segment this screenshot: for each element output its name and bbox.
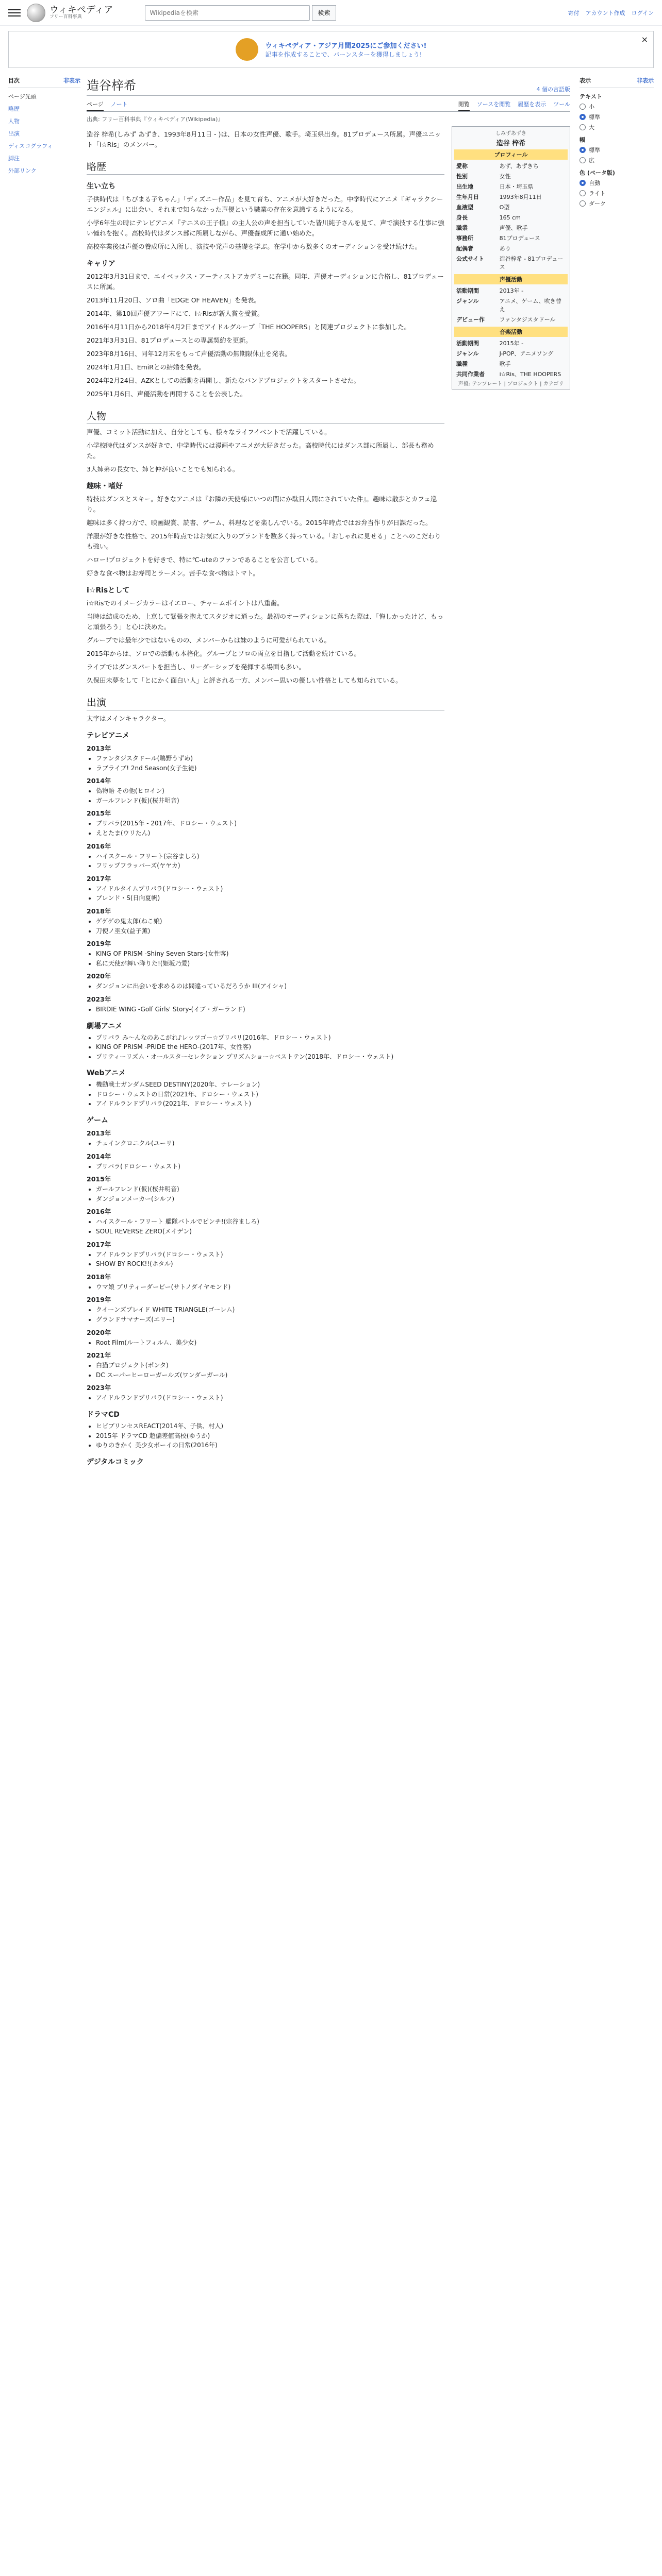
list-item: • 機動戦士ガンダムSEED DESTINY(2020年、ナレーション) (96, 1080, 444, 1090)
site-name: ウィキペディア (49, 4, 113, 15)
banner-line-2[interactable]: 記事を作成することで、バーンスターを獲得しましょう! (265, 51, 422, 58)
toc-item-works[interactable]: 出演 (8, 130, 20, 137)
year-heading: 2015年 (87, 1175, 111, 1183)
paragraph: 2024年2月24日、AZKとしての活動を再開し、新たなバンドプロジェクトをスタートさせた。 (87, 377, 360, 384)
year-heading: 2016年 (87, 1208, 111, 1216)
infobox-key: デビュー作 (456, 316, 485, 323)
game-list (87, 1128, 444, 1403)
paragraph: 3人姉弟の長女で、姉と仲が良いことでも知られる。 (87, 465, 239, 473)
toc-item-bio[interactable]: 略歴 (8, 106, 20, 112)
paragraph: 子供時代は「ちびまる子ちゃん」「ディズニー作品」を見て育ち、アニメが大好きだった。中学時代にアニメ『ギャラクシーエンジェル』に出会い、それまで知らなかった声優という職業の存在を意識するようになる。 (87, 195, 443, 213)
tab-tools[interactable]: ツール (553, 101, 570, 108)
hobby-paragraphs (87, 494, 444, 579)
list-item: • ファンタジスタドール(鵜野うずめ) (96, 754, 444, 764)
infobox-value: 2015年 - (499, 340, 524, 347)
toc-item-external-links[interactable]: 外部リンク (8, 167, 37, 174)
list-item: • ヒビプリンセスREACT(2014年、子供、村人) (96, 1421, 444, 1431)
list-item: • ゲゲゲの鬼太郎(ねこ娘) (96, 917, 444, 926)
paragraph: 趣味は多く持つ方で、映画観賞、読書、ゲーム、料理などを楽しんでいる。2015年時点ではお弁当作りが日課だった。 (87, 519, 432, 527)
year-heading: 2019年 (87, 1296, 111, 1304)
web-list (87, 1080, 444, 1109)
person-paragraphs (87, 427, 444, 474)
infobox-value: 81プロデュース (499, 235, 540, 242)
page-tabs (87, 98, 570, 112)
text-size-standard[interactable]: 標準 (580, 113, 654, 121)
search-input[interactable] (145, 5, 310, 21)
year-heading: 2021年 (87, 1351, 111, 1360)
paragraph: ハロー!プロジェクトを好きで、特に℃-uteのファンであることを公言している。 (87, 556, 322, 564)
infobox-music-head: 音楽活動 (454, 327, 568, 337)
year-heading: 2015年 (87, 809, 111, 818)
birth-paragraphs (87, 194, 444, 252)
infobox-footer[interactable]: 声優: テンプレート | プロジェクト | カテゴリ (458, 381, 564, 387)
appearance-title: 表示 (580, 77, 591, 84)
list-item: • ラブライブ! 2nd Season(女子生徒) (96, 764, 444, 773)
year-heading: 2017年 (87, 874, 111, 883)
toc-item-top[interactable]: ページ先頭 (8, 93, 37, 100)
subsection-heading-game: ゲーム (87, 1116, 108, 1125)
list-item: • アイドルランドプリパラ(ドロシー・ウェスト) (96, 1393, 444, 1403)
infobox-key: 血液型 (456, 204, 473, 211)
infobox-row (454, 348, 568, 359)
tab-talk[interactable]: ノート (110, 101, 128, 108)
list-item: • 偽物語 その他(ヒロイン) (96, 786, 444, 796)
infobox-row (454, 192, 568, 202)
paragraph: 声優、コミット活動に加え、自分としても、様々なライフイベントで活躍している。 (87, 428, 331, 436)
paragraph: ライブではダンスパートを担当し、リーダーシップを発揮する場面も多い。 (87, 663, 305, 671)
list-item: • ウマ娘 プリティーダービー(サトノダイヤモンド) (96, 1282, 444, 1292)
width-label: 幅 (580, 137, 585, 143)
section-heading-works: 出演 (87, 695, 444, 710)
infobox-row (454, 181, 568, 192)
list-item: • アイドルタイムプリパラ(ドロシー・ウェスト) (96, 884, 444, 894)
infobox-key: 出生地 (456, 183, 473, 190)
tab-read[interactable]: 閲覧 (458, 98, 470, 111)
drama-list (87, 1421, 444, 1450)
paragraph: 久保田未夢をして「とにかく面白い人」と評される一方、メンバー思いの優しい性格としても知られている。 (87, 676, 402, 684)
paragraph: 2024年1月1日、EmiRとの結婚を発表。 (87, 363, 205, 371)
infobox (452, 126, 570, 389)
infobox-name-kana: しみずあずき (495, 131, 526, 137)
infobox-row (454, 212, 568, 223)
list-item: • ダンジョンに出会いを求めるのは間違っているだろうか III(アイシャ) (96, 981, 444, 991)
paragraph: グループでは最年少ではないものの、メンバーからは妹のように可愛がられている。 (87, 636, 331, 644)
site-header (0, 0, 662, 26)
infobox-value: 歌手 (499, 361, 511, 367)
infobox-value: 1993年8月11日 (499, 194, 542, 200)
works-note: 太字はメインキャラクター。 (87, 715, 170, 722)
infobox-value: i☆Ris、THE HOOPERS (499, 371, 561, 378)
list-item: • BIRDIE WING -Golf Girls' Story-(イブ・ガーランド) (96, 1005, 444, 1014)
infobox-key: 職業 (456, 225, 468, 231)
page-title: 造谷梓希 (87, 78, 136, 93)
list-item: • 2015年 ドラマCD 超偏差値高校(ゆうか) (96, 1431, 444, 1441)
infobox-key: 職種 (456, 361, 468, 367)
infobox-row (454, 253, 568, 272)
color-dark[interactable]: ダーク (580, 199, 654, 208)
paragraph: 2015年からは、ソロでの活動も本格化。グループとソロの両立を目指して活動を続けている。 (87, 650, 360, 657)
toc-item-discography[interactable]: ディスコグラフィ (8, 143, 53, 149)
list-item: • KING OF PRISM -PRIDE the HERO-(2017年、女性客) (96, 1042, 444, 1052)
infobox-value: J-POP、アニメソング (499, 350, 554, 357)
close-icon[interactable]: × (641, 35, 648, 44)
subsection-heading-career: キャリア (87, 260, 115, 268)
year-heading: 2018年 (87, 1273, 111, 1281)
article-body (87, 126, 444, 1469)
subsection-heading-iris: i☆Risとして (87, 586, 130, 595)
infobox-row (454, 338, 568, 348)
color-light[interactable]: ライト (580, 189, 654, 197)
subsection-heading-tv: テレビアニメ (87, 732, 130, 740)
list-item: • 白猫プロジェクト(ポンタ) (96, 1361, 444, 1370)
site-logo[interactable] (27, 4, 113, 22)
year-heading: 2020年 (87, 1328, 111, 1336)
lead-paragraph: 造谷 梓希(しみず あずき、1993年8月11日 - )は、日本の女性声優、歌手。埼玉県出身。81プロデュース所属。声優ユニット「i☆Ris」のメンバー。 (87, 130, 441, 148)
infobox-value: あず、あずきち (499, 163, 539, 170)
appearance-panel (576, 73, 654, 1469)
infobox-voice-table (454, 285, 568, 325)
color-label: 色 (ベータ版) (580, 170, 615, 176)
paragraph: 特技はダンスとスキー。好きなアニメは『お隣の天使様にいつの間にか駄目人間にされていた件』。趣味は散歩とカフェ巡り。 (87, 495, 437, 513)
infobox-value: O型 (499, 204, 510, 211)
infobox-key: 共同作業者 (456, 371, 485, 378)
year-heading: 2018年 (87, 907, 111, 915)
list-item: • プリパラ(2015年 - 2017年、ドロシー・ウェスト) (96, 819, 444, 828)
infobox-profile-table (454, 161, 568, 272)
campaign-banner (8, 31, 654, 68)
text-size-small[interactable]: 小 (580, 103, 654, 111)
infobox-value: 日本・埼玉県 (499, 183, 534, 190)
paragraph: 2023年8月16日、同年12月末をもって声優活動の無期限休止を発表。 (87, 350, 291, 358)
paragraph: 2025年1月6日、声優活動を再開することを公表した。 (87, 390, 247, 398)
list-item: • ドロシー・ウェストの日常(2021年、ドロシー・ウェスト) (96, 1090, 444, 1099)
list-item: • クイーンズブレイド WHITE TRIANGLE(ゴーレム) (96, 1305, 444, 1315)
list-item: • アイドルランドプリパラ(ドロシー・ウェスト) (96, 1250, 444, 1260)
infobox-value: 声優、歌手 (499, 225, 528, 231)
infobox-key: ジャンル (456, 298, 479, 304)
list-item: • チェインクロニクル(ユーリ) (96, 1139, 444, 1148)
list-item: • グランドサマナーズ(エリー) (96, 1315, 444, 1325)
paragraph: 高校卒業後は声優の養成所に入所し、演技や発声の基礎を学ぶ。在学中から数多くのオーディションを受け続けた。 (87, 243, 422, 250)
banner-line-1[interactable]: ウィキペディア・アジア月間2025にご参加ください! (265, 42, 427, 50)
toc-item-notes[interactable]: 脚注 (8, 155, 20, 162)
list-item: • プリティーリズム・オールスターセレクション プリズムショー☆ベストテン(2018年、ドロシー・ウェスト) (96, 1052, 444, 1062)
infobox-key: ジャンル (456, 350, 479, 357)
campaign-logo-icon (236, 38, 258, 61)
iris-paragraphs (87, 598, 444, 686)
list-item: • アイドルランドプリパラ(2021年、ドロシー・ウェスト) (96, 1099, 444, 1109)
section-heading-bio: 略歴 (87, 159, 444, 175)
paragraph: 2021年3月31日、81プロデュースとの専属契約を更新。 (87, 336, 252, 344)
year-heading: 2020年 (87, 972, 111, 980)
year-heading: 2023年 (87, 1384, 111, 1392)
wikipedia-globe-icon (27, 4, 45, 22)
infobox-key: 愛称 (456, 163, 468, 170)
list-item: • 刀使ノ巫女(益子薫) (96, 926, 444, 936)
infobox-row (454, 359, 568, 369)
infobox-voice-head: 声優活動 (454, 274, 568, 284)
infobox-row (454, 296, 568, 314)
paragraph: 2014年、第10回声優アワードにて、i☆Risが新人賞を受賞。 (87, 310, 264, 317)
create-account-link[interactable]: アカウント作成 (585, 9, 625, 16)
list-item: • ガールフレンド(仮)(桜井明音) (96, 1184, 444, 1194)
paragraph: 小学校時代はダンスが好きで、中学時代には漫画やアニメが大好きだった。高校時代にはダンス部に所属し、部長も務めた。 (87, 442, 434, 460)
list-item: • SHOW BY ROCK!!(ホタル) (96, 1259, 444, 1269)
text-size-large[interactable]: 大 (580, 123, 654, 131)
tab-page[interactable]: ページ (87, 98, 104, 111)
year-heading: 2014年 (87, 1152, 111, 1160)
paragraph: 小学6年生の時にテレビアニメ『テニスの王子様』の主人公の声を担当していた皆川純子さんを見て、声で演技する仕事に強い憧れを抱く。高校時代はダンス部に所属しながら、声優養成所に通い始めた。 (87, 219, 444, 237)
list-item: • ガールフレンド(仮)(桜井明音) (96, 796, 444, 806)
year-heading: 2023年 (87, 995, 111, 1003)
subsection-heading-birth: 生い立ち (87, 182, 115, 191)
tab-history[interactable]: 履歴を表示 (518, 101, 547, 108)
list-item: • ハイスクール・フリート 艦隊バトルでピンチ!(宗谷ましろ) (96, 1217, 444, 1227)
infobox-value: 2013年 - (499, 287, 524, 294)
infobox-key: 身長 (456, 214, 468, 221)
table-of-contents (8, 73, 80, 1469)
infobox-row (454, 233, 568, 243)
site-tagline: フリー百科事典 (49, 14, 82, 20)
list-item: • ハイスクール・フリート(宗谷ましろ) (96, 852, 444, 861)
year-heading: 2013年 (87, 1129, 111, 1138)
width-standard[interactable]: 標準 (580, 146, 654, 154)
paragraph: 2016年4月11日から2018年4月2日までアイドルグループ「THE HOOPERS」と関連プロジェクトに参加した。 (87, 323, 411, 331)
paragraph: 洋服が好きな性格で、2015年時点ではお気に入りのブランドを数多く持っている。「おしゃれに見せる」ことへのこだわりも強い。 (87, 532, 441, 550)
section-heading-person: 人物 (87, 409, 444, 424)
infobox-row (454, 369, 568, 379)
list-item: • Root Film(ルートフィルム、美少女) (96, 1338, 444, 1348)
list-item: • ダンジョンメーカー(シルフ) (96, 1194, 444, 1204)
year-heading: 2019年 (87, 940, 111, 948)
toc-hide-button[interactable]: 非表示 (63, 77, 80, 84)
career-paragraphs (87, 272, 444, 399)
list-item: • プリパラ み〜んなのあこがれ♪レッツゴー☆プリパリ(2016年、ドロシー・ウェスト) (96, 1033, 444, 1043)
from-line: 出典: フリー百科事典『ウィキペディア(Wikipedia)』 (87, 116, 224, 123)
search-button[interactable]: 検索 (312, 5, 336, 21)
subsection-heading-drama: ドラマCD (87, 1410, 120, 1419)
infobox-key: 事務所 (456, 235, 473, 242)
list-item: • KING OF PRISM -Shiny Seven Stars-(女性客) (96, 949, 444, 959)
subsection-heading-web: Webアニメ (87, 1069, 126, 1078)
main-content (80, 73, 576, 1469)
infobox-name: 造谷 梓希 (496, 140, 526, 147)
appearance-hide-button[interactable]: 非表示 (637, 77, 654, 84)
infobox-row (454, 161, 568, 171)
infobox-key: 活動期間 (456, 287, 479, 294)
list-item: • ブレンド・S(日向夏帆) (96, 893, 444, 903)
infobox-key: 配偶者 (456, 245, 473, 252)
infobox-row (454, 202, 568, 212)
tab-view-source[interactable]: ソースを閲覧 (476, 101, 511, 108)
paragraph: 当時は結成のため、上京して緊張を抱えてスタジオに通った。最初のオーディションに落ちた際は、「悔しかったけど、もっと頑張ろう」と心に決めた。 (87, 613, 444, 631)
toc-title: 目次 (8, 77, 20, 84)
infobox-row (454, 314, 568, 325)
infobox-value: アニメ、ゲーム、吹き替え (499, 298, 561, 313)
list-item: • えとたま(ウリたん) (96, 828, 444, 838)
infobox-row (454, 223, 568, 233)
paragraph: 好きな食べ物はお寿司とラーメン。苦手な食べ物はトマト。 (87, 569, 259, 577)
infobox-key: 公式サイト (456, 256, 485, 262)
infobox-value: 女性 (499, 173, 511, 180)
user-links (568, 9, 654, 17)
infobox-key: 活動期間 (456, 340, 479, 347)
infobox-row (454, 243, 568, 253)
toc-item-person[interactable]: 人物 (8, 118, 20, 125)
color-auto[interactable]: 自動 (580, 179, 654, 187)
subsection-heading-digital: デジタルコミック (87, 1458, 144, 1466)
paragraph: 2013年11月20日、ソロ曲「EDGE OF HEAVEN」を発表。 (87, 296, 261, 304)
list-item: • SOUL REVERSE ZERO(メイデン) (96, 1227, 444, 1236)
subsection-heading-movie: 劇場アニメ (87, 1022, 123, 1030)
list-item: • プリパラ(ドロシー・ウェスト) (96, 1162, 444, 1172)
infobox-key: 性別 (456, 173, 468, 180)
infobox-value: 造谷梓希 - 81プロデュース (499, 256, 564, 270)
search-form (145, 5, 336, 21)
year-heading: 2017年 (87, 1240, 111, 1248)
donate-link[interactable]: 寄付 (568, 9, 580, 16)
infobox-profile-head: プロフィール (454, 149, 568, 160)
list-item: • 私に天使が舞い降りた!(姫坂乃愛) (96, 959, 444, 969)
paragraph: 2012年3月31日まで、エイベックス・アーティストアカデミーに在籍。同年、声優オーディションに合格し、81プロデュースに所属。 (87, 273, 444, 291)
text-size-label: テキスト (580, 93, 602, 100)
login-link[interactable]: ログイン (631, 9, 654, 16)
infobox-key: 生年月日 (456, 194, 479, 200)
year-heading: 2013年 (87, 744, 111, 752)
infobox-row (454, 171, 568, 181)
infobox-value: ファンタジスタドール (499, 316, 556, 323)
paragraph: i☆Risでのイメージカラーはイエロー、チャームポイントは八重歯。 (87, 599, 284, 607)
infobox-value: 165 cm (499, 214, 521, 221)
list-item: • フリップフラッパーズ(ヤヤカ) (96, 861, 444, 871)
tv-list (87, 743, 444, 1014)
language-button[interactable]: 4 個の言語版 (536, 86, 570, 93)
list-item: • ゆりのきかく 美少女ボーイの日常(2016年) (96, 1440, 444, 1450)
subsection-heading-hobby: 趣味・嗜好 (87, 482, 123, 490)
year-heading: 2014年 (87, 777, 111, 785)
movie-list (87, 1033, 444, 1062)
infobox-value: あり (499, 245, 511, 252)
year-heading: 2016年 (87, 842, 111, 850)
menu-icon[interactable] (8, 7, 21, 19)
list-item: • DC スーパーヒーローガールズ(ワンダーガール) (96, 1370, 444, 1380)
infobox-row (454, 285, 568, 296)
infobox-music-table (454, 338, 568, 379)
width-wide[interactable]: 広 (580, 156, 654, 164)
